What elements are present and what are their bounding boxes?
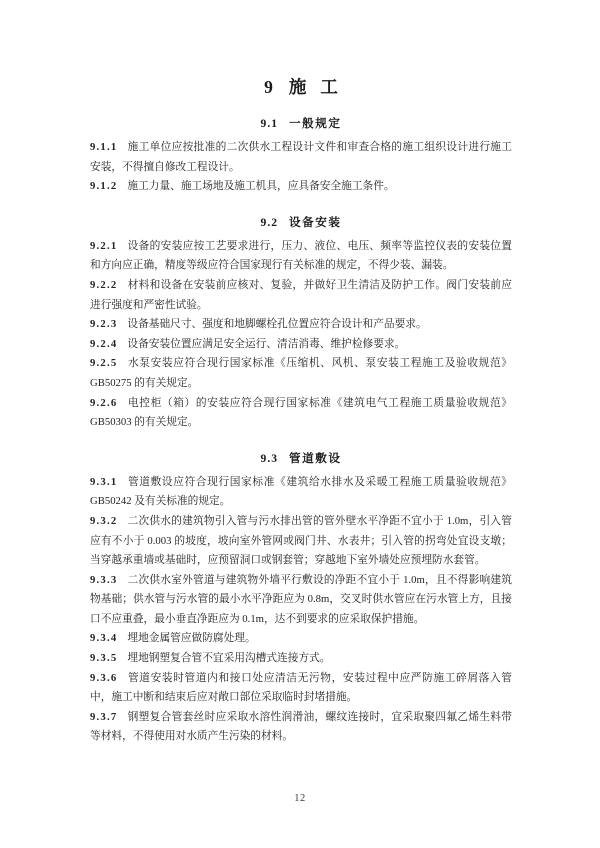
clause-9-3-4 — [90, 629, 512, 649]
section-number: 9.2 — [260, 215, 279, 229]
clause-text: 设备安装位置应满足安全运行、清洁消毒、维护检修要求。 — [127, 337, 406, 350]
clause-text: 埋地金属管应做防腐处理。 — [127, 632, 256, 645]
clause-number: 9.1.1 — [90, 141, 118, 153]
section-heading-9-2 — [90, 215, 512, 230]
clause-text: 二次供水的建筑物引入管与污水排出管的管外壁水平净距不宜小于 1.0m，引入管应有不小于 0.003 的坡度，坡向室外管网或阀门井、水表井；引入管的拐弯处宜设支墩；当穿越承重墙或基础时，应预留洞口或钢套管；穿越地下室外墙处应预埋防水套管。 — [90, 514, 512, 567]
clause-9-2-1 — [90, 237, 512, 276]
clause-text: 管道安装时管道内和接口处应清洁无污物，安装过程中应严防施工碎屑落入管中，施工中断和结束后应对敞口部位采取临时封堵措施。 — [90, 671, 512, 704]
clause-text: 施工力量、施工场地及施工机具，应具备安全施工条件。 — [127, 180, 395, 193]
clause-9-3-1 — [90, 473, 512, 512]
clause-text: 材料和设备在安装前应核对、复验，并做好卫生清洁及防护工作。阀门安装前应进行强度和严密性试验。 — [90, 278, 512, 311]
clause-number: 9.2.3 — [90, 318, 118, 331]
page-number: 12 — [294, 793, 306, 804]
chapter-name: 施工 — [288, 77, 352, 97]
clause-9-2-5 — [90, 354, 512, 393]
clause-number: 9.3.3 — [90, 573, 118, 586]
clause-text: 埋地钢塑复合管不宜采用沟槽式连接方式。 — [127, 652, 331, 665]
clause-9-2-4 — [90, 335, 512, 355]
section-title: 管道敷设 — [289, 451, 342, 465]
clause-number: 9.3.5 — [90, 652, 118, 665]
clause-number: 9.2.4 — [90, 337, 118, 350]
clause-number: 9.2.5 — [90, 357, 118, 370]
section-number: 9.1 — [260, 117, 279, 130]
clause-number: 9.2.2 — [90, 278, 118, 291]
clause-number: 9.3.2 — [90, 514, 118, 527]
clause-number: 9.3.6 — [90, 671, 118, 684]
clause-9-3-5 — [90, 649, 512, 669]
section-title: 设备安装 — [289, 215, 342, 229]
clause-number: 9.3.7 — [90, 710, 118, 723]
clause-9-2-3 — [90, 315, 512, 335]
clause-number: 9.2.6 — [90, 396, 118, 409]
clause-text: 施工单位应按批准的二次供水工程设计文件和审查合格的施工组织设计进行施工安装，不得擅自修改工程设计。 — [90, 141, 512, 173]
clause-9-3-2 — [90, 512, 512, 571]
clause-number: 9.3.1 — [90, 475, 118, 488]
clause-number: 9.1.2 — [90, 180, 118, 193]
clause-9-3-3 — [90, 571, 512, 630]
clause-text: 管道敷设应符合现行国家标准《建筑给水排水及采暖工程施工质量验收规范》GB50242 及有关标准的规定。 — [90, 475, 512, 508]
section-heading-9-1 — [90, 116, 512, 131]
chapter-title — [90, 76, 512, 98]
clause-9-2-6 — [90, 394, 512, 433]
clause-text: 电控柜（箱）的安装应符合现行国家标准《建筑电气工程施工质量验收规范》GB50303 的有关规定。 — [90, 396, 512, 429]
clause-9-3-6 — [90, 669, 512, 708]
clause-text: 二次供水室外管道与建筑物外墙平行敷设的净距不宜小于 1.0m，且不得影响建筑物基础；供水管与污水管的最小水平净距应为 0.8m，交叉时供水管应在污水管上方，且接口不应重叠，最小垂直净距应为 0.1m，达不到要求的应采取保护措施。 — [90, 573, 512, 625]
clause-text: 水泵安装应符合现行国家标准《压缩机、风机、泵安装工程施工及验收规范》GB50275 的有关规定。 — [90, 357, 512, 389]
section-heading-9-3 — [90, 451, 512, 466]
clause-9-1-2 — [90, 177, 512, 197]
clause-9-1-1 — [90, 138, 512, 177]
clause-9-2-2 — [90, 276, 512, 315]
section-title: 一般规定 — [289, 117, 342, 130]
clause-text: 设备基础尺寸、强度和地脚螺栓孔位置应符合设计和产品要求。 — [127, 318, 427, 331]
clause-number: 9.2.1 — [90, 239, 118, 252]
clause-9-3-7 — [90, 708, 512, 747]
clause-text: 钢塑复合管套丝时应采取水溶性润滑油，螺纹连接时，宜采取聚四氟乙烯生料带等材料，不得使用对水质产生污染的材料。 — [90, 710, 512, 743]
section-number: 9.3 — [260, 451, 279, 465]
chapter-number: 9 — [264, 77, 273, 97]
clause-number: 9.3.4 — [90, 632, 118, 645]
clause-text: 设备的安装应按工艺要求进行，压力、液位、电压、频率等监控仪表的安装位置和方向应正确，精度等级应符合国家现行有关标准的规定，不得少装、漏装。 — [90, 239, 512, 272]
